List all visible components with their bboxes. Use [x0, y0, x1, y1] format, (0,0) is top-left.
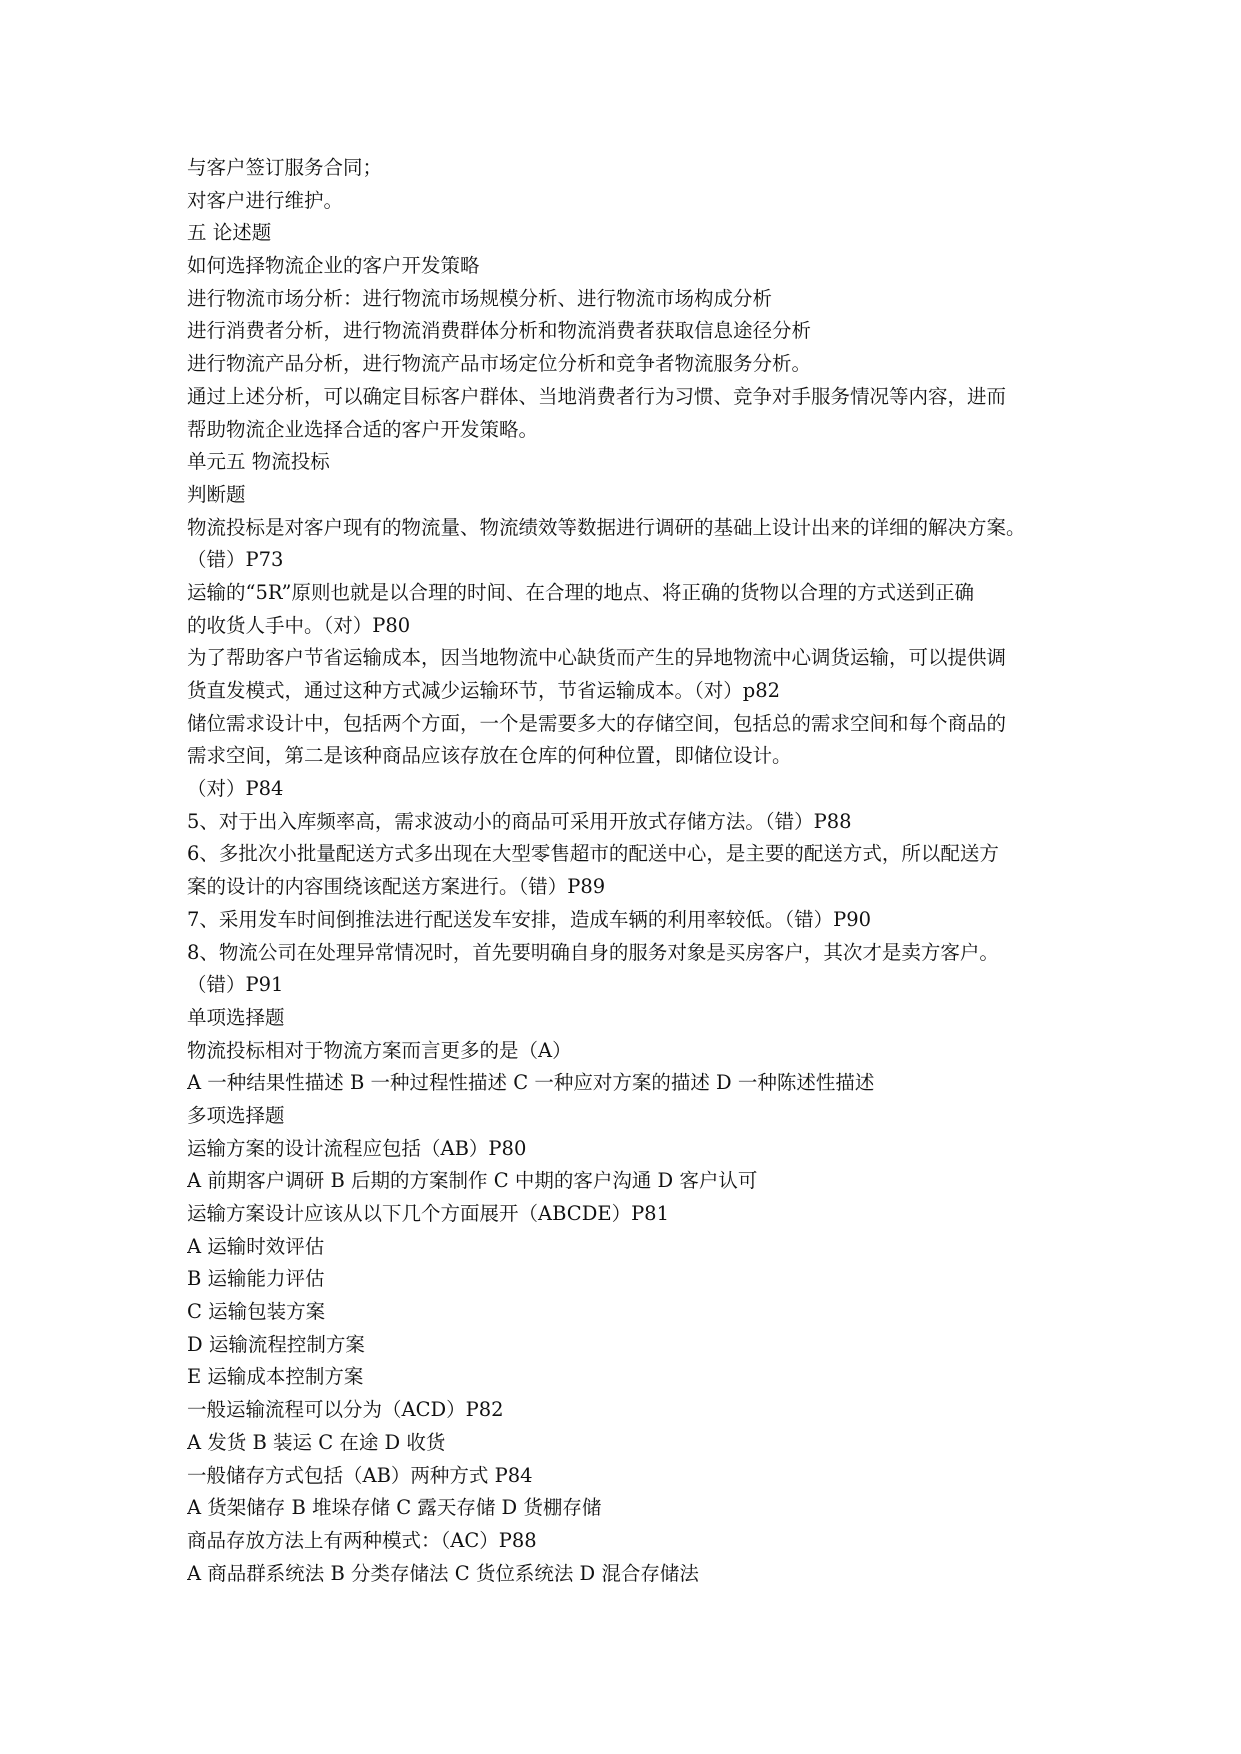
text-line: 帮助物流企业选择合适的客户开发策略。 — [187, 417, 539, 441]
text-line: 五 论述题 — [187, 221, 272, 245]
text-line: A 前期客户调研 B 后期的方案制作 C 中期的客户沟通 D 客户认可 — [187, 1169, 758, 1193]
text-line: 5、对于出入库频率高，需求波动小的商品可采用开放式存储方法。（错）P88 — [187, 809, 852, 833]
text-line: C 运输包装方案 — [187, 1300, 326, 1324]
text-line: A 货架储存 B 堆垛存储 C 露天存储 D 货棚存储 — [187, 1496, 602, 1520]
text-line: 6、多批次小批量配送方式多出现在大型零售超市的配送中心，是主要的配送方式，所以配送方 — [187, 842, 999, 866]
text-line: 商品存放方法上有两种模式：（AC）P88 — [187, 1528, 537, 1552]
text-line: （对）P84 — [187, 777, 284, 801]
text-line: 物流投标相对于物流方案而言更多的是（A） — [187, 1038, 572, 1062]
text-line: 物流投标是对客户现有的物流量、物流绩效等数据进行调研的基础上设计出来的详细的解决方案。 — [187, 515, 1026, 539]
text-line: D 运输流程控制方案 — [187, 1332, 365, 1356]
text-line: 单项选择题 — [187, 1005, 285, 1029]
text-line: A 商品群系统法 B 分类存储法 C 货位系统法 D 混合存储法 — [187, 1561, 699, 1585]
text-line: 进行消费者分析，进行物流消费群体分析和物流消费者获取信息途径分析 — [187, 319, 812, 343]
text-line: 货直发模式，通过这种方式减少运输环节，节省运输成本。（对）p82 — [187, 679, 781, 702]
text-line: 储位需求设计中，包括两个方面，一个是需要多大的存储空间，包括总的需求空间和每个商品的 — [187, 711, 1007, 735]
text-line: 单元五 物流投标 — [187, 450, 330, 474]
text-line: A 运输时效评估 — [187, 1234, 325, 1258]
text-line: 为了帮助客户节省运输成本，因当地物流中心缺货而产生的异地物流中心调货运输，可以提供调 — [187, 646, 1007, 670]
text-line: 一般运输流程可以分为（ACD）P82 — [187, 1398, 504, 1422]
text-line: E 运输成本控制方案 — [187, 1365, 364, 1389]
text-line: 运输方案的设计流程应包括（AB）P80 — [187, 1136, 527, 1160]
text-line: 进行物流产品分析，进行物流产品市场定位分析和竞争者物流服务分析。 — [187, 352, 812, 376]
text-line: 如何选择物流企业的客户开发策略 — [187, 254, 480, 278]
text-line: 判断题 — [187, 482, 246, 506]
text-line: （错）P73 — [187, 548, 284, 572]
text-line: A 一种结果性描述 B 一种过程性描述 C 一种应对方案的描述 D 一种陈述性描述 — [187, 1071, 875, 1095]
text-line: 需求空间，第二是该种商品应该存放在仓库的何种位置，即储位设计。 — [187, 744, 792, 768]
text-line: 与客户签订服务合同； — [187, 156, 383, 179]
text-line: （错）P91 — [187, 973, 284, 997]
text-line: 7、采用发车时间倒推法进行配送发车安排，造成车辆的利用率较低。（错）P90 — [187, 907, 872, 931]
text-line: 多项选择题 — [187, 1103, 285, 1127]
text-line: 的收货人手中。（对）P80 — [187, 613, 411, 637]
text-line: 8、物流公司在处理异常情况时，首先要明确自身的服务对象是买房客户，其次才是卖方客户。 — [187, 940, 999, 964]
text-line: 运输方案设计应该从以下几个方面展开（ABCDE）P81 — [187, 1202, 669, 1225]
text-line: 通过上述分析，可以确定目标客户群体、当地消费者行为习惯、竞争对手服务情况等内容，进而 — [187, 384, 1007, 408]
text-line: A 发货 B 装运 C 在途 D 收货 — [187, 1430, 446, 1454]
text-line: 一般储存方式包括（AB）两种方式 P84 — [187, 1463, 533, 1487]
text-line: 运输的“5R”原则也就是以合理的时间、在合理的地点、将正确的货物以合理的方式送到正确 — [187, 580, 974, 604]
document-body — [187, 152, 1067, 1590]
text-line: 对客户进行维护。 — [187, 188, 344, 212]
text-line: B 运输能力评估 — [187, 1267, 325, 1291]
text-line: 进行物流市场分析：进行物流市场规模分析、进行物流市场构成分析 — [187, 286, 773, 310]
text-line: 案的设计的内容围绕该配送方案进行。（错）P89 — [187, 875, 606, 899]
